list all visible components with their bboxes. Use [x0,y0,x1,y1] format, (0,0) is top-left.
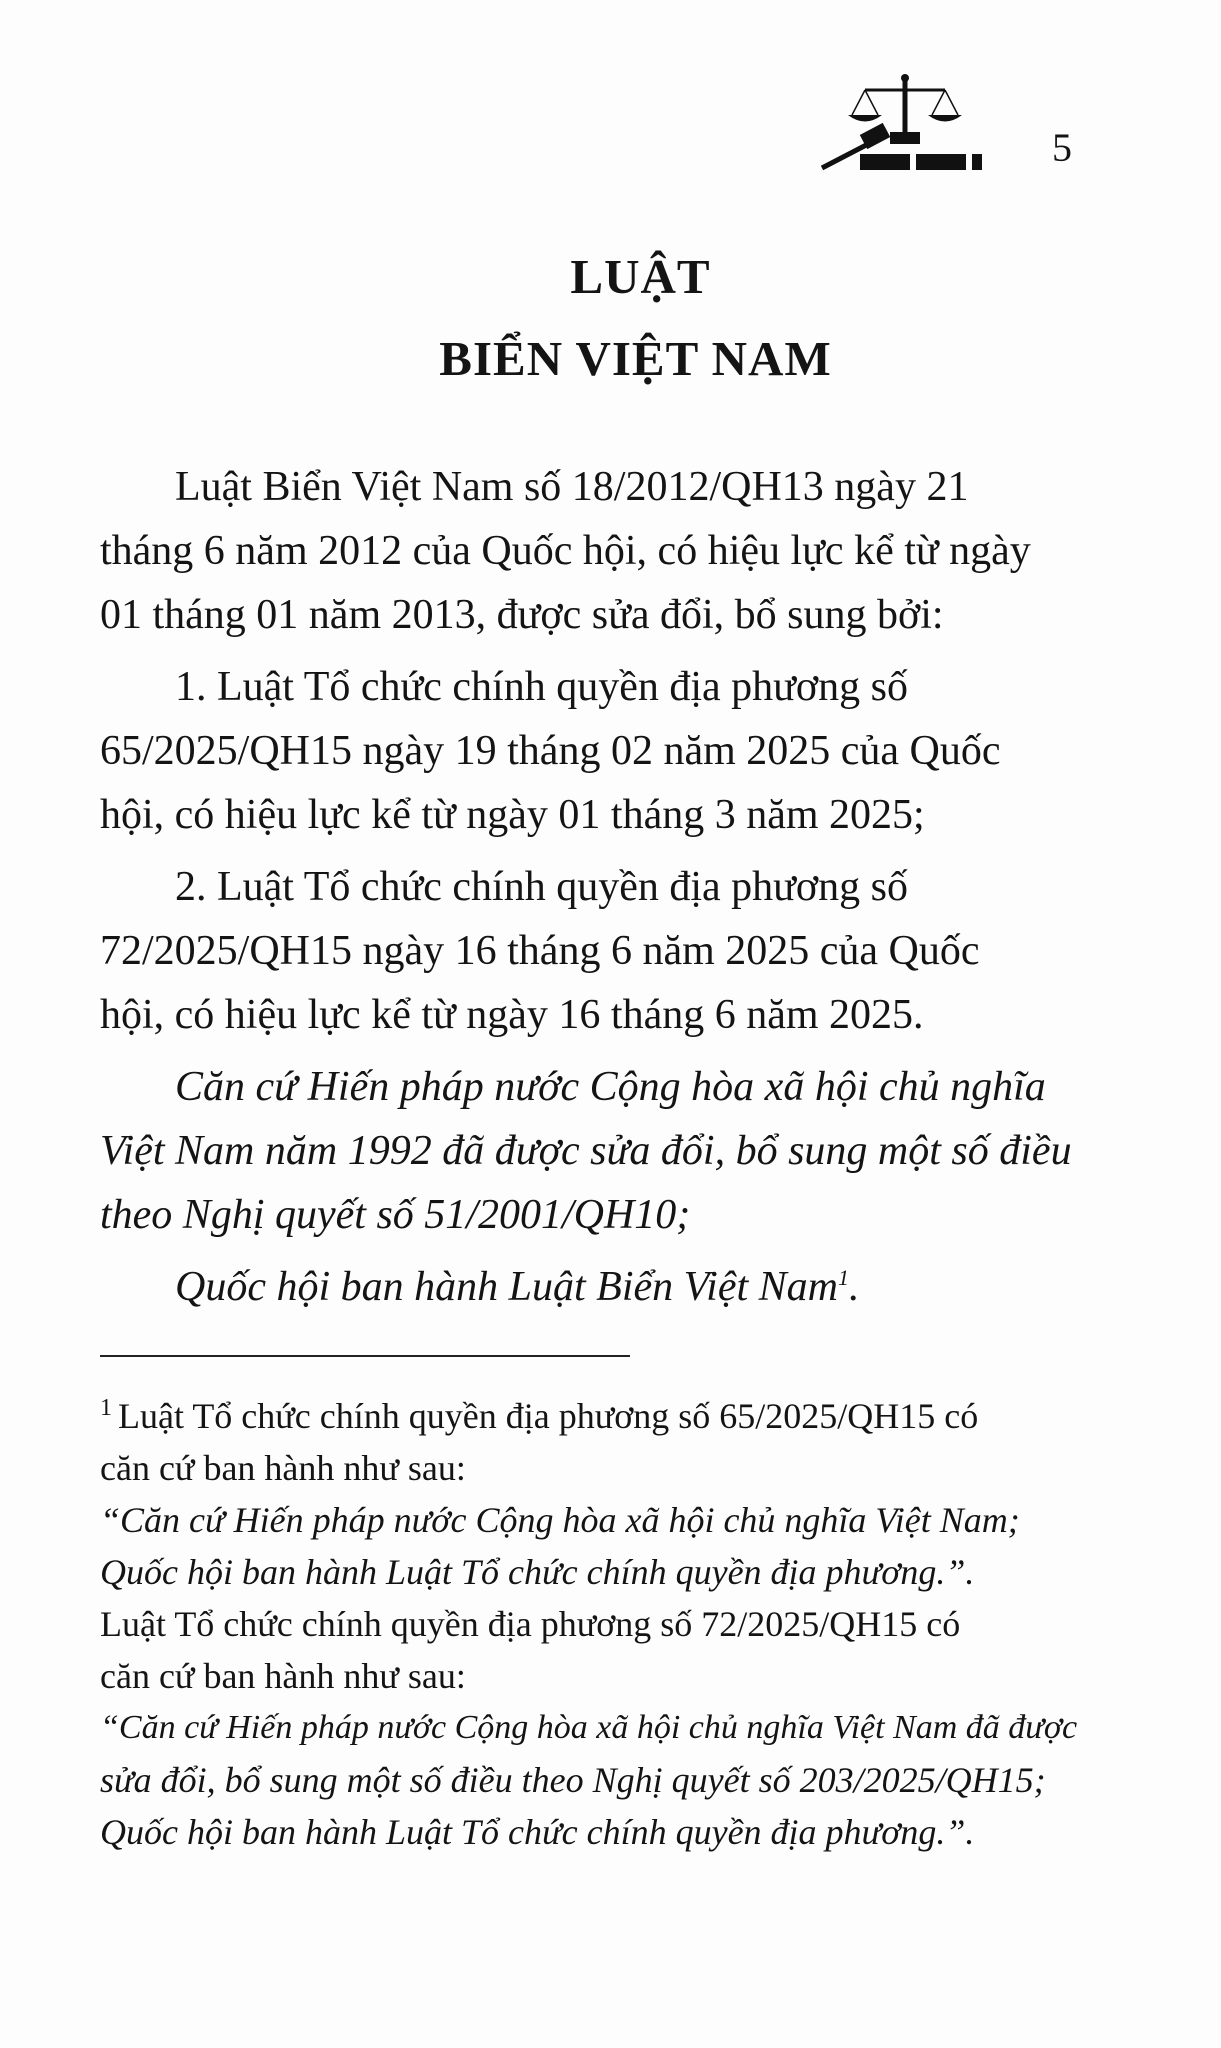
footnote-divider [100,1355,630,1357]
footnote-quote-line: “Căn cứ Hiến pháp nước Cộng hòa xã hội chủ nghĩa Việt Nam đã được [100,1709,1078,1746]
scales-of-justice-icon [820,70,990,180]
enactment-paragraph: Quốc hội ban hành Luật Biển Việt Nam$^1$. [175,1264,860,1310]
legal-basis-paragraph [100,1055,1080,1247]
footnote-number: 1 [100,1395,112,1421]
item-line: hội, có hiệu lực kể từ ngày 01 tháng 3 năm 2025; [100,792,925,838]
footnote-line: Luật Tổ chức chính quyền địa phương số 72/2025/QH15 có [100,1604,961,1644]
amendment-item-2 [100,855,1080,1047]
document-title: LUẬT [570,249,711,304]
footnote-quote-line: Quốc hội ban hành Luật Tổ chức chính quyền địa phương.”. [100,1812,975,1852]
intro-paragraph [100,455,1080,647]
footnote-quote-line: “Căn cứ Hiến pháp nước Cộng hòa xã hội chủ nghĩa Việt Nam; [100,1500,1020,1540]
footnote-reference[interactable]: 1 [838,1265,849,1290]
item-line: 65/2025/QH15 ngày 19 tháng 02 năm 2025 của Quốc [100,728,1001,774]
footnote-quote-line: sửa đổi, bổ sung một số điều theo Nghị quyết số 203/2025/QH15; [100,1760,1046,1800]
footnote-line: căn cứ ban hành như sau: [100,1448,466,1488]
basis-line: Căn cứ Hiến pháp nước Cộng hòa xã hội chủ nghĩa [175,1064,1046,1110]
footnote-quote-line: Quốc hội ban hành Luật Tổ chức chính quyền địa phương.”. [100,1552,975,1592]
footnote-text: Luật Tổ chức chính quyền địa phương số 65/2025/QH15 có [118,1396,979,1436]
footnote-line [100,1390,1080,1442]
item-line: 72/2025/QH15 ngày 16 tháng 6 năm 2025 của Quốc [100,928,980,974]
intro-line: Luật Biển Việt Nam số 18/2012/QH13 ngày 21 [175,464,969,510]
document-subtitle: BIỂN VIỆT NAM [439,331,832,386]
enactment-text: Quốc hội ban hành Luật Biển Việt Nam [175,1264,838,1310]
amendment-item-1 [100,655,1080,847]
basis-line: Việt Nam năm 1992 đã được sửa đổi, bổ sung một số điều [100,1128,1072,1174]
intro-line: 01 tháng 01 năm 2013, được sửa đổi, bổ sung bởi: [100,592,944,638]
page-number: 5 [1052,125,1072,170]
basis-line: theo Nghị quyết số 51/2001/QH10; [100,1192,691,1238]
footnote-block [100,1390,1080,1858]
footnote-line: căn cứ ban hành như sau: [100,1656,466,1696]
intro-line: tháng 6 năm 2012 của Quốc hội, có hiệu lực kể từ ngày [100,528,1031,574]
item-line: 2. Luật Tổ chức chính quyền địa phương số [175,864,908,910]
item-line: 1. Luật Tổ chức chính quyền địa phương số [175,664,908,710]
item-line: hội, có hiệu lực kể từ ngày 16 tháng 6 năm 2025. [100,992,924,1038]
